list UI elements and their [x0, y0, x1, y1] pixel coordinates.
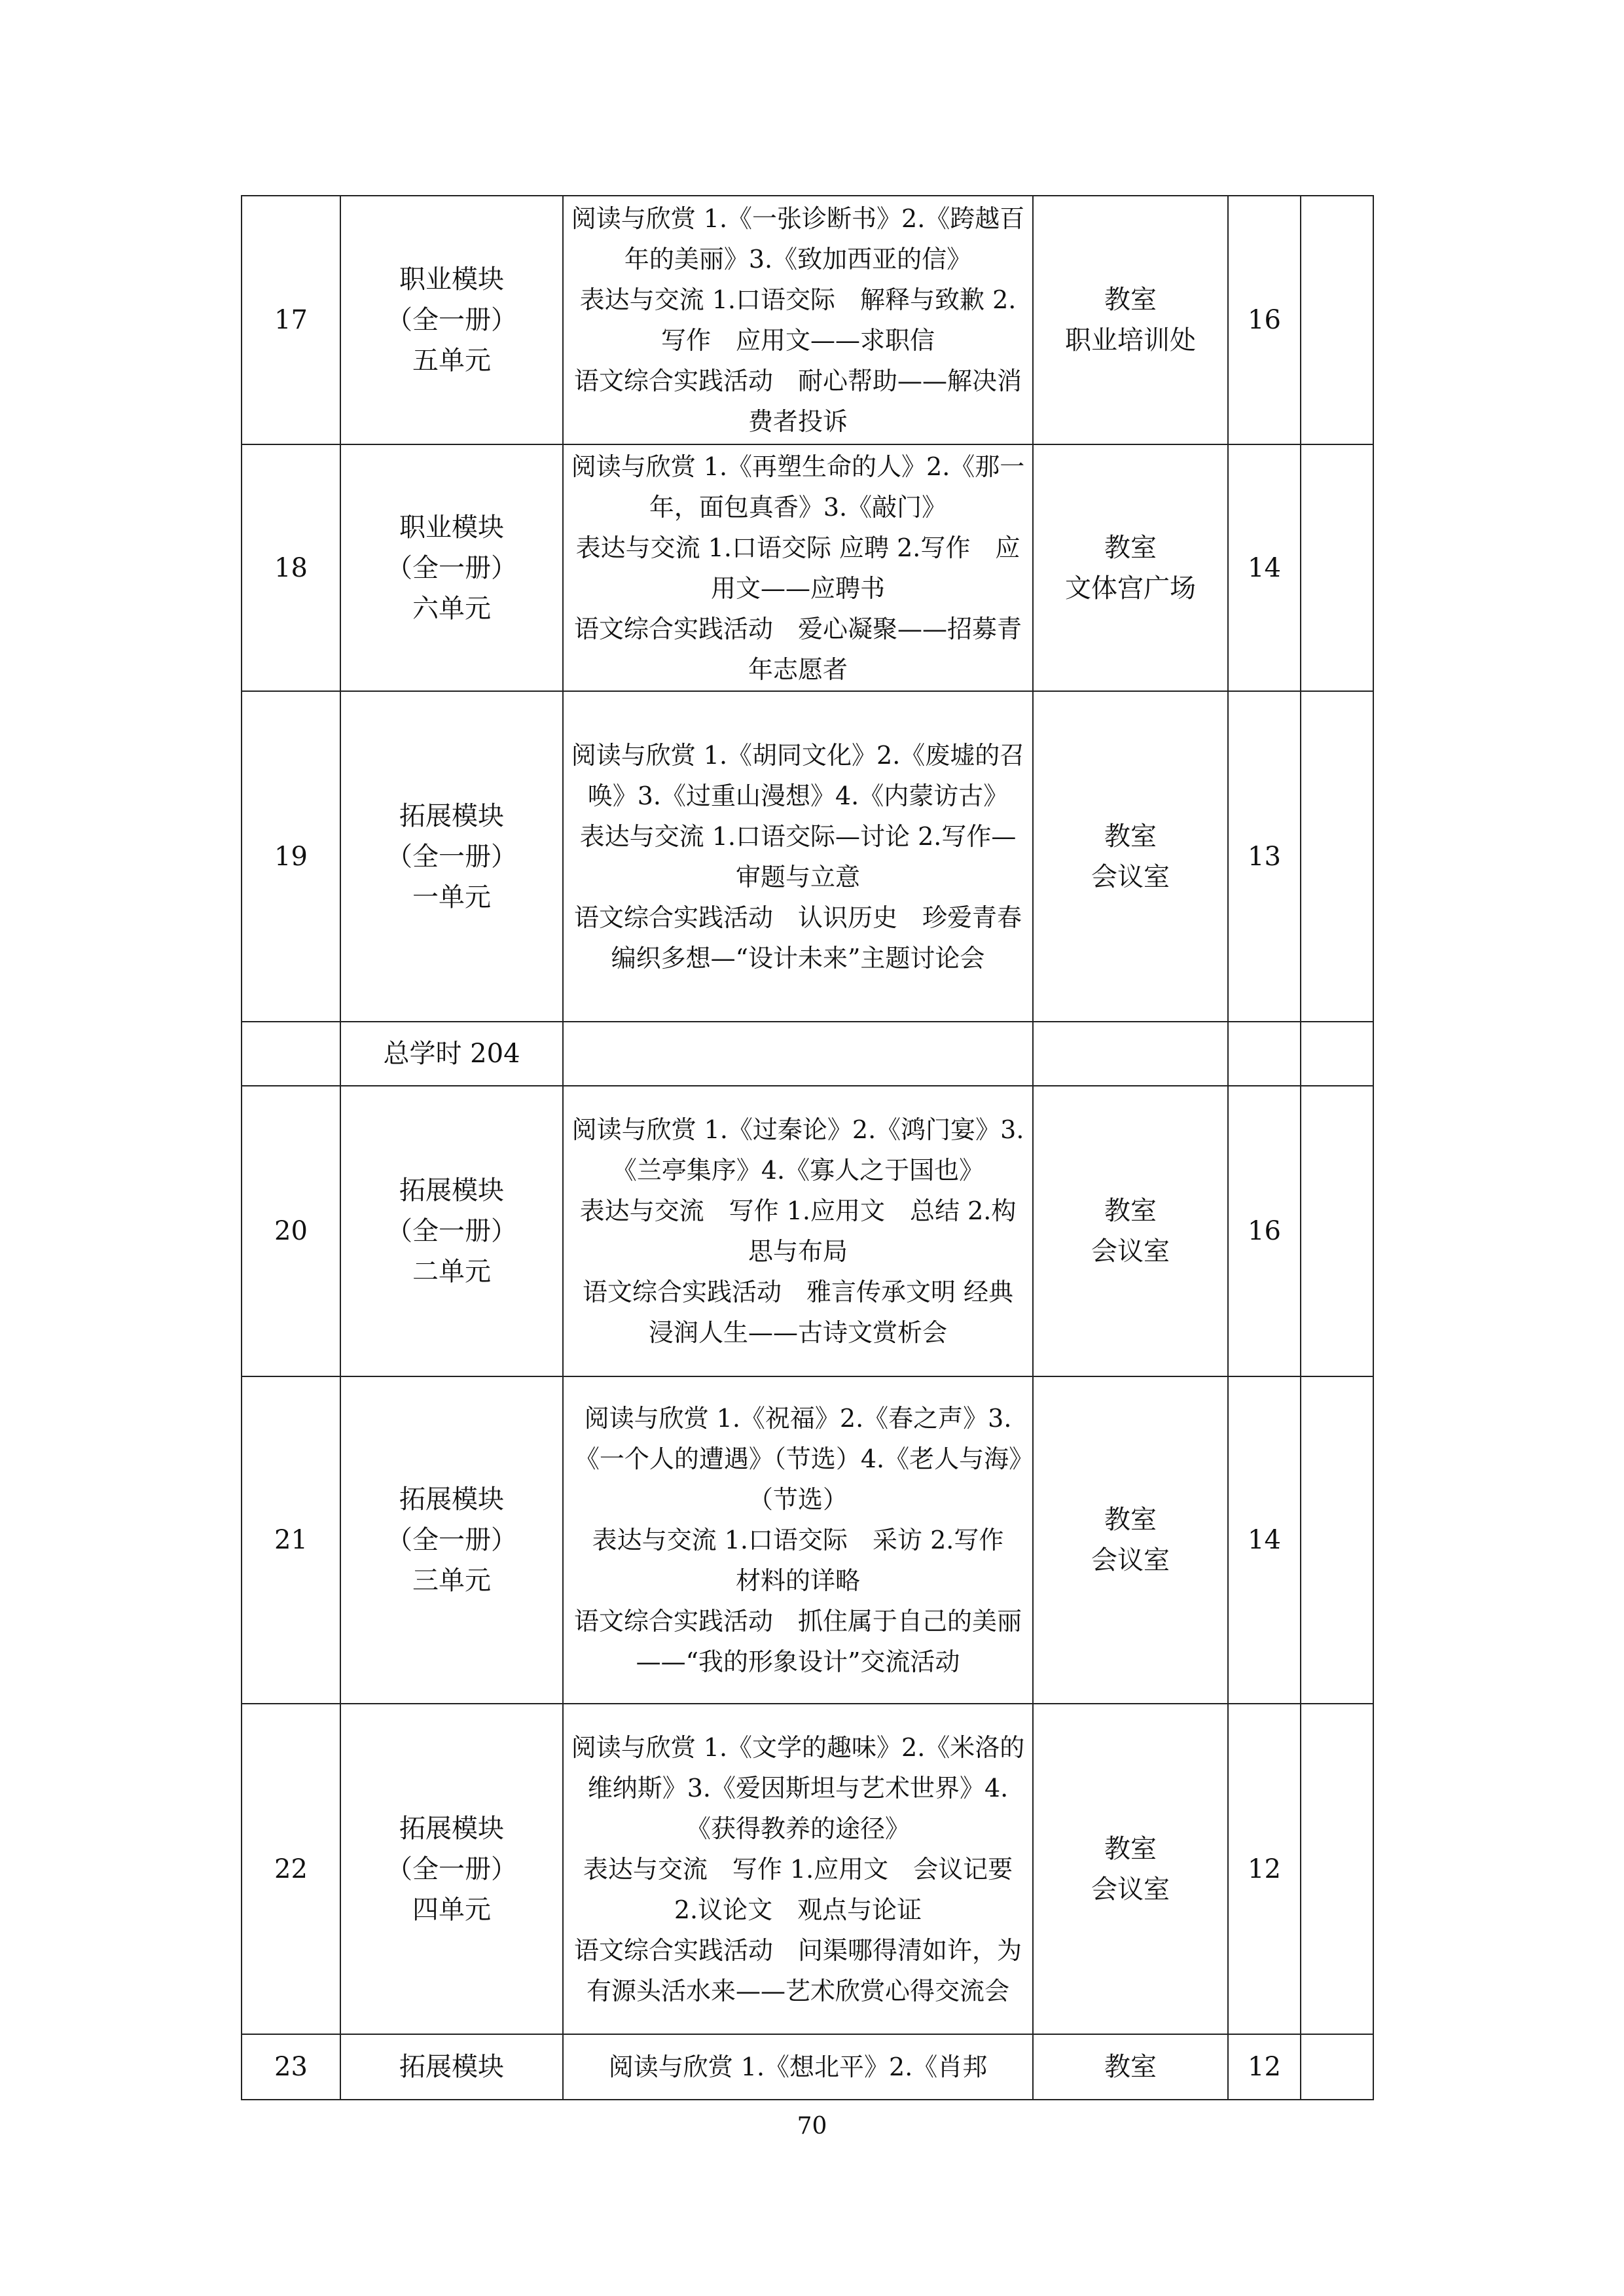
hours-cell: 14: [1228, 444, 1301, 691]
module-line: 一单元: [412, 882, 491, 912]
place-line: 会议室: [1091, 1874, 1170, 1905]
content-cell: [563, 1086, 1033, 1376]
module-cell: [340, 444, 563, 691]
table-row: [242, 1086, 1373, 1376]
module-line: 二单元: [412, 1257, 491, 1287]
module-line: 职业模块: [399, 264, 504, 295]
module-line: （全一册）: [386, 1854, 517, 1884]
place-line: 会议室: [1091, 1545, 1170, 1575]
remark-cell: [1301, 444, 1373, 691]
module-line: （全一册）: [386, 305, 517, 335]
content-line: 阅读与欣赏 1.《再塑生命的人》2.《那一年，面包真香》3.《敲门》: [571, 452, 1025, 522]
remark-cell: [1301, 1022, 1373, 1086]
module-line: 四单元: [412, 1894, 491, 1925]
module-line: 拓展模块: [399, 1813, 504, 1844]
module-line: 三单元: [412, 1566, 491, 1596]
row-number-cell: 19: [242, 691, 340, 1022]
module-cell: [340, 2034, 563, 2100]
content-line: 阅读与欣赏 1.《想北平》2.《肖邦: [608, 2053, 988, 2081]
content-line: 语文综合实践活动 抓住属于自己的美丽——“我的形象设计”交流活动: [573, 1607, 1022, 1676]
remark-cell: [1301, 1704, 1373, 2034]
content-cell: [563, 1704, 1033, 2034]
content-cell: [563, 1376, 1033, 1704]
place-cell: [1033, 1376, 1228, 1704]
place-cell: [1033, 691, 1228, 1022]
hours-cell: 16: [1228, 1086, 1301, 1376]
content-cell: [563, 691, 1047, 1022]
module-line: （全一册）: [386, 1216, 517, 1246]
remark-cell: [1301, 1086, 1373, 1376]
row-number-cell: 17: [242, 196, 340, 444]
curriculum-table: [241, 195, 1374, 2100]
table-row: [242, 1704, 1373, 2034]
total-hours-cell: 总学时 204: [340, 1022, 563, 1086]
module-line: 职业模块: [399, 512, 504, 543]
content-line: 表达与交流 写作 1.应用文 总结 2.构思与布局: [579, 1196, 1017, 1266]
place-line: 会议室: [1091, 1236, 1170, 1266]
remark-cell: [1301, 1376, 1373, 1704]
content-line: 语文综合实践活动 雅言传承文明 经典浸润人生——古诗文赏析会: [582, 1278, 1014, 1347]
place-cell: [1033, 196, 1228, 444]
content-line: 阅读与欣赏 1.《祝福》2.《春之声》3.《一个人的遭遇》（节选）4.《老人与海》（节选）: [574, 1404, 1022, 1514]
place-cell: [1033, 2034, 1228, 2100]
place-line: 教室: [1104, 2052, 1157, 2082]
hours-cell: 12: [1228, 2034, 1301, 2100]
place-line: 教室: [1104, 1196, 1157, 1226]
table-row: [242, 444, 1373, 691]
content-cell: [563, 2034, 1033, 2100]
place-line: 会议室: [1091, 861, 1170, 892]
content-line: 语文综合实践活动 爱心凝聚——招募青年志愿者: [573, 614, 1022, 684]
place-cell: [1033, 1022, 1228, 1086]
module-line: （全一册）: [386, 552, 517, 583]
place-line: 教室: [1104, 285, 1157, 315]
place-line: 教室: [1104, 1833, 1157, 1864]
module-line: （全一册）: [386, 1525, 517, 1555]
module-line: 六单元: [412, 593, 491, 624]
table-row: [242, 1376, 1373, 1704]
row-number-cell: 23: [242, 2034, 340, 2100]
module-line: （全一册）: [386, 841, 517, 872]
remark-cell: [1301, 691, 1373, 1022]
remark-cell: [1301, 196, 1373, 444]
table-row: [242, 2034, 1373, 2100]
place-cell: [1033, 1704, 1228, 2034]
content-line: 阅读与欣赏 1.《过秦论》2.《鸿门宴》3.《兰亭集序》4.《寡人之于国也》: [571, 1115, 1024, 1185]
place-line: 教室: [1104, 1505, 1157, 1535]
module-line: 拓展模块: [399, 2052, 504, 2082]
hours-cell: [1228, 1022, 1301, 1086]
place-cell: [1033, 1086, 1228, 1376]
hours-cell: 12: [1228, 1704, 1301, 2034]
hours-cell: 16: [1228, 196, 1301, 444]
content-line: 表达与交流 写作 1.应用文 会议记要 2.议论文 观点与论证: [583, 1854, 1013, 1924]
content-line: 表达与交流 1.口语交际—讨论 2.写作—审题与立意: [579, 821, 1017, 891]
module-cell: [340, 196, 563, 444]
table-row: [242, 1022, 1373, 1086]
row-number-cell: 20: [242, 1086, 340, 1376]
content-line: 语文综合实践活动 问渠哪得清如许，为有源头活水来——艺术欣赏心得交流会: [573, 1935, 1022, 2005]
content-line: 语文综合实践活动 认识历史 珍爱青春 编织多想—“设计未来”主题讨论会: [573, 903, 1047, 973]
content-line: 阅读与欣赏 1.《一张诊断书》2.《跨越百年的美丽》3.《致加西亚的信》: [571, 204, 1025, 274]
content-line: 语文综合实践活动 耐心帮助——解决消费者投诉: [573, 367, 1022, 436]
content-cell: [563, 196, 1033, 444]
place-line: 教室: [1104, 821, 1157, 852]
hours-cell: 14: [1228, 1376, 1301, 1704]
table-body: [242, 196, 1373, 2100]
hours-cell: 13: [1228, 691, 1301, 1022]
content-line: 表达与交流 1.口语交际 解释与致歉 2.写作 应用文——求职信: [579, 285, 1017, 355]
place-cell: [1033, 444, 1228, 691]
module-line: 五单元: [412, 346, 491, 376]
row-number-cell: 21: [242, 1376, 340, 1704]
module-cell: [340, 1376, 563, 1704]
content-line: 表达与交流 1.口语交际 采访 2.写作 材料的详略: [592, 1526, 1029, 1595]
module-line: 拓展模块: [399, 1484, 504, 1515]
content-line: 表达与交流 1.口语交际 应聘 2.写作 应用文——应聘书: [575, 533, 1020, 603]
row-number-cell: 22: [242, 1704, 340, 2034]
remark-cell: [1301, 2034, 1373, 2100]
module-cell: [340, 691, 563, 1022]
place-line: 文体宫广场: [1065, 573, 1196, 603]
table-row: [242, 691, 1373, 1022]
place-line: 职业培训处: [1065, 325, 1196, 355]
page-number: 70: [797, 2113, 827, 2140]
module-line: 拓展模块: [399, 800, 504, 831]
module-cell: [340, 1086, 563, 1376]
content-cell: [563, 444, 1033, 691]
table-row: [242, 196, 1373, 444]
content-line: 阅读与欣赏 1.《胡同文化》2.《废墟的召唤》3.《过重山漫想》4.《内蒙访古》: [571, 740, 1025, 810]
place-line: 教室: [1104, 532, 1157, 563]
row-number-cell: 18: [242, 444, 340, 691]
content-line: 阅读与欣赏 1.《文学的趣味》2.《米洛的维纳斯》3.《爱因斯坦与艺术世界》4.《获得教养的途径》: [571, 1732, 1025, 1843]
content-cell: [563, 1022, 1033, 1086]
module-line: 拓展模块: [399, 1175, 504, 1206]
row-number-cell: [242, 1022, 340, 1086]
module-cell: [340, 1704, 563, 2034]
